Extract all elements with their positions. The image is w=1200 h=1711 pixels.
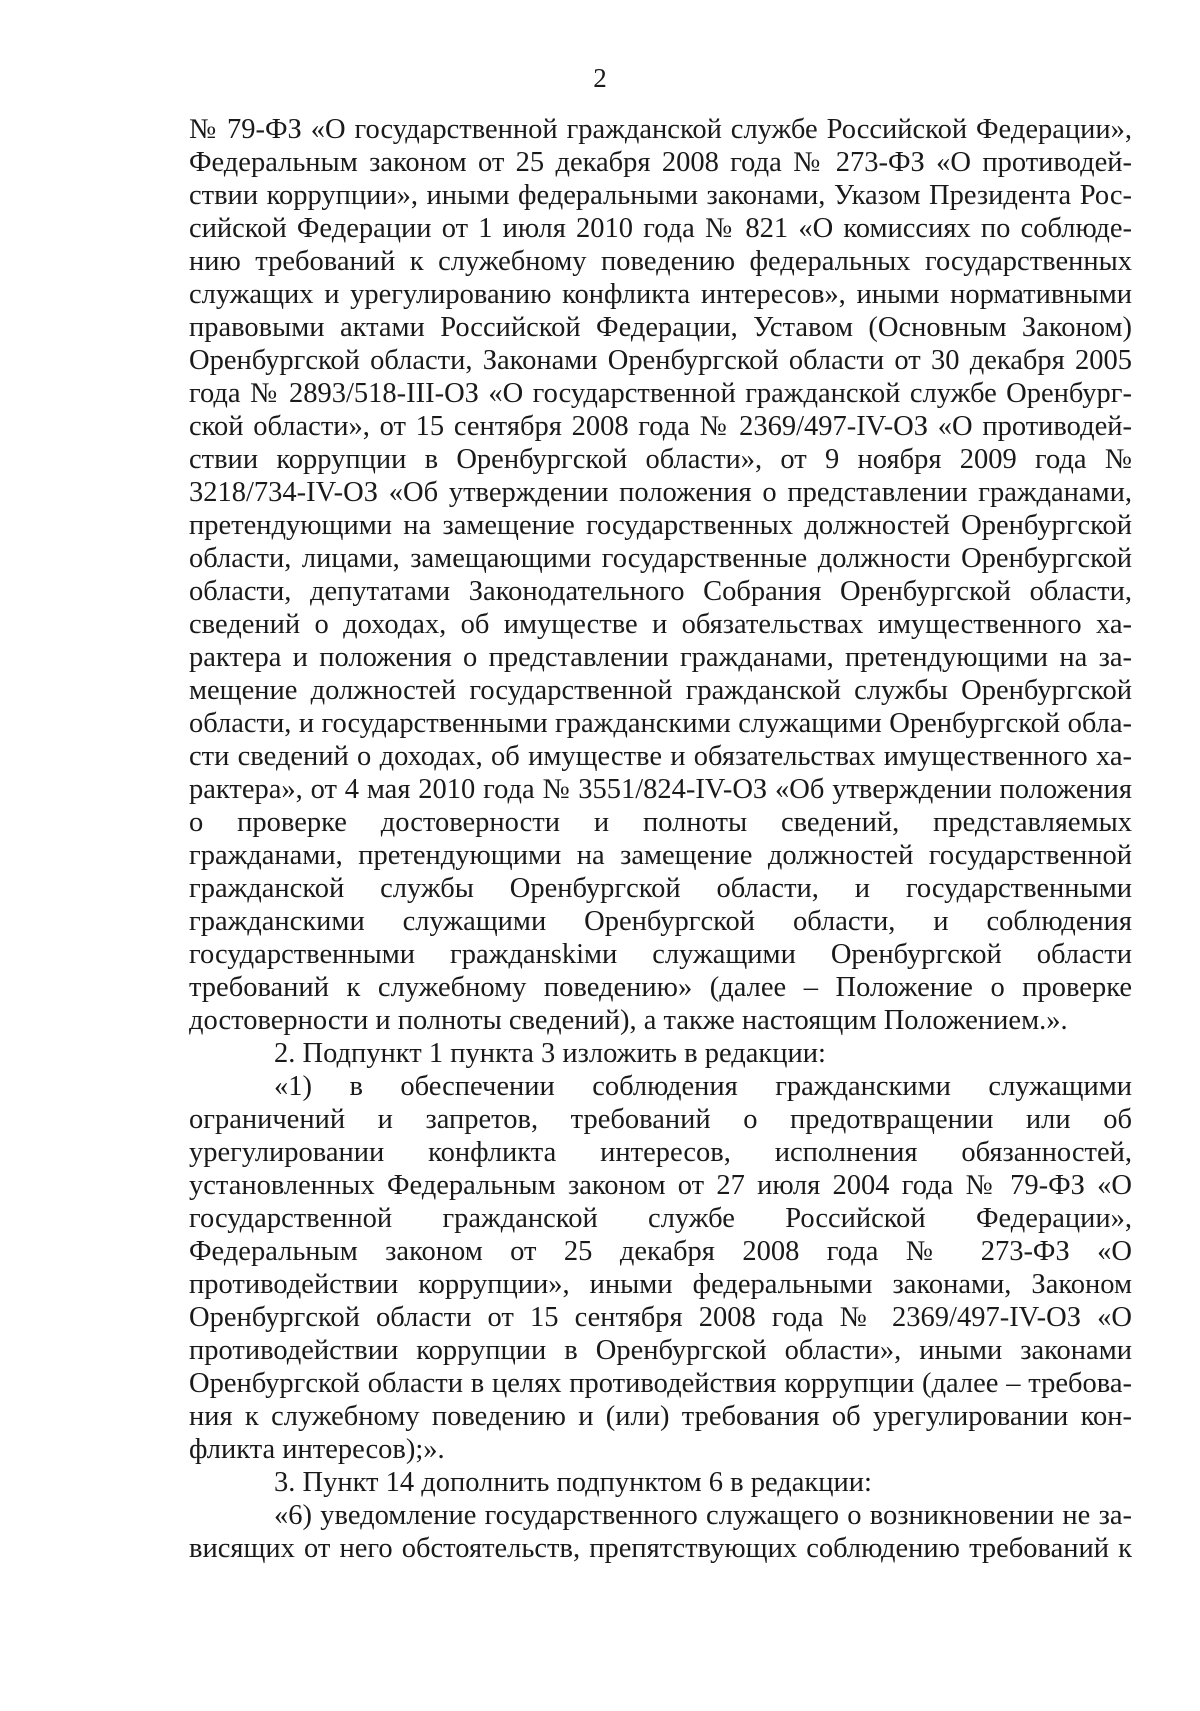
paragraph-item-2-quote: «1) в обеспечении соблюдения гражданскими служащими ограничений и запретов, требований о предотвращении или об урегулировании конфликта интересов, исполнения обязанностей, установленных Федеральным законом от 27 июля 2004 года № 79-ФЗ «О государственной гражданской службе Российской Федерации», Федеральным законом от 25 декабря 2008 года № 273-ФЗ «О противодействии коррупции», иными федеральными законами, Законом Оренбургской области от 15 сентября 2008 года № 2369/497-IV-ОЗ «О противодействии коррупции в Оренбургской области», иными законами Оренбургской области в целях противодействия коррупции (далее – требования к служебному поведению и (или) требования об урегулировании конфликта интересов);». <box>189 1071 1132 1465</box>
paragraph-item-2: 2. Подпункт 1 пункта 3 изложить в редакции: <box>274 1038 826 1069</box>
document-body <box>189 113 1132 1565</box>
paragraph-item-3-quote: «6) уведомление государственного служащего о возникновении не зависящих от него обстоятельств, препятствующих соблюдению требований к <box>189 1500 1132 1564</box>
paragraph-item-3: 3. Пункт 14 дополнить подпунктом 6 в редакции: <box>274 1467 872 1498</box>
page-number: 2 <box>593 63 607 93</box>
paragraph-continuation: № 79-ФЗ «О государственной гражданской службе Российской Федерации», Федеральным законом от 25 декабря 2008 года № 273-ФЗ «О противодействии коррупции», иными федеральными законами, Указом Президента Российской Федерации от 1 июля 2010 года № 821 «О комиссиях по соблюдению требований к служебному поведению федеральных государственных служащих и урегулированию конфликта интересов», иными нормативными правовыми актами Российской Федерации, Уставом (Основным Законом) Оренбургской области, Законами Оренбургской области от 30 декабря 2005 года № 2893/518-III-ОЗ «О государственной гражданской службе Оренбургской области», от 15 сентября 2008 года № 2369/497-IV-ОЗ «О противодействии коррупции в Оренбургской области», от 9 ноября 2009 года № 3218/734-IV-ОЗ «Об утверждении положения о представлении гражданами, претендующими на замещение государственных должностей Оренбургской области, лицами, замещающими государственные должности Оренбургской области, депутатами Законодательного Собрания Оренбургской области, сведений о доходах, об имуществе и обязательствах имущественного характера и положения о представлении гражданами, претендующими на замещение должностей государственной гражданской службы Оренбургской области, и государственными гражданскими служащими Оренбургской области сведений о доходах, об имуществе и обязательствах имущественного характера», от 4 мая 2010 года № 3551/824-IV-ОЗ «Об утверждении положения о проверке достоверности и полноты сведений, представляемых гражданами, претендующими на замещение должностей государственной гражданской службы Оренбургской области, и государственными гражданскими служащими Оренбургской области, и соблюдения государственными гражданskiми служащими Оренбургской области требований к служебному поведению» (далее – Положение о проверке достоверности и полноты сведений), а также настоящим Положением.». <box>189 114 1132 1036</box>
